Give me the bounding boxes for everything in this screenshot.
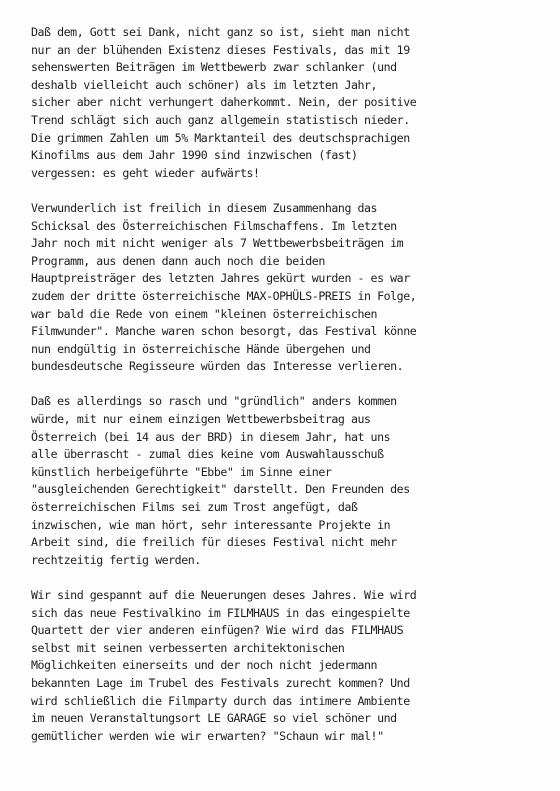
text-line: künstlich herbeigeführte "Ebbe" im Sinne einer — [31, 464, 332, 479]
text-line: deshalb vielleicht auch schöner) als im letzten Jahr, — [31, 77, 378, 92]
text-line: würde, mit nur einem einzigen Wettbewerbsbeitrag aus — [31, 412, 371, 427]
text-line: bekannten Lage im Trubel des Festivals zurecht kommen? Und — [31, 675, 410, 690]
text-line: Jahr noch mit nicht weniger als 7 Wettbewerbsbeiträgen im — [31, 236, 404, 251]
text-line: nun endgültig in österreichische Hände übergehen und — [31, 341, 371, 356]
text-line: Trend schlägt sich auch ganz allgemein statistisch nieder. — [31, 112, 410, 127]
paragraph-4 — [31, 587, 551, 745]
text-line: selbst mit seinen verbesserten architektonischen — [31, 640, 345, 655]
text-line: Österreich (bei 14 aus der BRD) in diesem Jahr, hat uns — [31, 429, 391, 444]
text-line: bundesdeutsche Regisseure würden das Interesse verlieren. — [31, 359, 404, 374]
text-line: Daß es allerdings so rasch und "gründlich" anders kommen — [31, 394, 397, 409]
text-line: war bald die Rede von einem "kleinen österreichischen — [31, 306, 378, 321]
text-line: alle überrascht - zumal dies keine vom Auswahlausschuß — [31, 447, 384, 462]
text-line: Filmwunder". Manche waren schon besorgt, das Festival könne — [31, 324, 417, 339]
text-line: vergessen: es geht wieder aufwärts! — [31, 165, 260, 180]
document-body — [31, 24, 551, 763]
text-line: Möglichkeiten einerseits und der noch nicht jedermann — [31, 658, 378, 673]
text-line: Verwunderlich ist freilich in diesem Zusammenhang das — [31, 200, 378, 215]
text-line: sehenswerten Beiträgen im Wettbewerb zwar schlanker (und — [31, 60, 397, 75]
text-line: wird schließlich die Filmparty durch das intimere Ambiente — [31, 693, 410, 708]
text-line: Daß dem, Gott sei Dank, nicht ganz so ist, sieht man nicht — [31, 25, 410, 39]
paragraph-1 — [31, 24, 551, 182]
text-line: Die grimmen Zahlen um 5% Marktanteil des deutschsprachigen — [31, 130, 410, 145]
text-line: sich das neue Festivalkino im FILMHAUS in das eingespielte — [31, 605, 410, 620]
text-line: Wir sind gespannt auf die Neuerungen deses Jahres. Wie wird — [31, 588, 417, 602]
text-line: Programm, aus denen dann auch noch die beiden — [31, 253, 325, 268]
text-line: "ausgleichenden Gerechtigkeit" darstellt. Den Freunden des — [31, 482, 410, 497]
text-line: Kinofilms aus dem Jahr 1990 sind inzwischen (fast) — [31, 148, 358, 163]
text-line: Quartett der vier anderen einfügen? Wie wird das FILMHAUS — [31, 623, 404, 638]
text-line: im neuen Veranstaltungsort LE GARAGE so viel schöner und — [31, 711, 397, 726]
text-line: Arbeit sind, die freilich für dieses Festival nicht mehr — [31, 535, 397, 550]
text-line: zudem der dritte österreichische MAX-OPHÜLS-PREIS in Folge, — [31, 288, 417, 303]
text-line: rechtzeitig fertig werden. — [31, 552, 201, 567]
paragraph-3 — [31, 393, 551, 569]
text-line: inzwischen, wie man hört, sehr interessante Projekte in — [31, 517, 391, 532]
paragraph-2 — [31, 200, 551, 376]
text-line: Hauptpreisträger des letzten Jahres gekürt wurden - es war — [31, 271, 410, 286]
text-line: gemütlicher werden wie wir erwarten? "Schaun wir mal!" — [31, 728, 384, 743]
text-line: sicher aber nicht verhungert daherkommt. Nein, der positive — [31, 95, 417, 110]
text-line: nur an der blühenden Existenz dieses Festivals, das mit 19 — [31, 42, 410, 57]
text-line: Schicksal des Österreichischen Filmschaffens. Im letzten — [31, 218, 397, 233]
text-line: österreichischen Films sei zum Trost angefügt, daß — [31, 500, 358, 515]
